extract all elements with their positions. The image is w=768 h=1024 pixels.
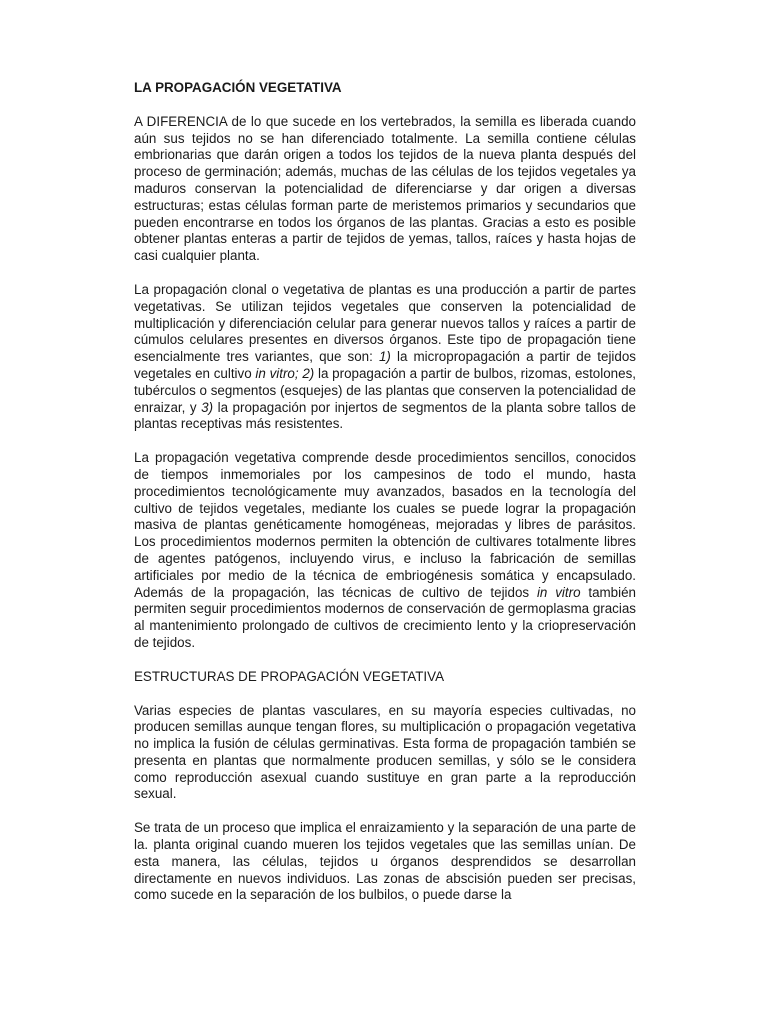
paragraph-vascular-species: Varias especies de plantas vasculares, en su mayoría especies cultivadas, no producen semillas aunque tengan flores, su multiplicación o propagación vegetativa no implica la fusión de células germinativas. Esta forma de propagación también se presenta en plantas que normalmente producen semillas, y sólo se le considera como reproducción asexual cuando sustituye en gran parte a la reproducción sexual. [134,702,636,802]
section-title: ESTRUCTURAS DE PROPAGACIÓN VEGETATIVA [134,668,445,684]
paragraph-text: la propagación a partir de bulbos, rizomas, estolones, tubérculos o segmentos (esquejes) de las plantas que conserven la potencialidad de enraizar, y [134,365,636,415]
emphasis-text: 3) [201,399,214,415]
paragraph-clonal-propagation [134,282,636,433]
paragraph-text: La propagación clonal o vegetativa de plantas es una producción a partir de partes vegetativas. Se utilizan tejidos vegetales que conserven la potencialidad de multiplicación y diferenciación celular para generar nuevos tallos y raíces a partir de cúmulos celulares presentes en diversos órganos. Este tipo de propagación tiene esencialmente tres variantes, que son: [134,281,636,365]
emphasis-text: in vitro [536,584,581,600]
emphasis-text: in vitro; 2) [255,365,315,381]
paragraph-text: la propagación por injertos de segmentos de la planta sobre tallos de plantas receptivas más resistentes. [134,399,636,432]
paragraph-text: también permiten seguir procedimientos modernos de conservación de germoplasma gracias al mantenimiento prolongado de cultivos de crecimiento lento y la criopreservación de tejidos. [134,584,636,650]
document-page [134,80,636,904]
paragraph-text: La propagación vegetativa comprende desde procedimientos sencillos, conocidos de tiempos inmemoriales por los campesinos de todo el mundo, hasta procedimientos tecnológicamente muy avanzados, basados en la tecnología del cultivo de tejidos vegetales, mediante los cuales se puede lograr la propagación masiva de plantas genéticamente homogéneas, mejoradas y libres de parásitos. Los procedimientos modernos permiten la obtención de cultivares totalmente libres de agentes patógenos, incluyendo virus, e incluso la fabricación de semillas artificiales por medio de la técnica de embriogénesis somática y encapsulado. Además de la propagación, las técnicas de cultivo de tejidos [134,450,636,600]
document-title: LA PROPAGACIÓN VEGETATIVA [134,80,342,95]
paragraph-rooting-process: Se trata de un proceso que implica el enraizamiento y la separación de una parte de la. planta original cuando mueren los tejidos vegetales que las semillas unían. De esta manera, las células, tejidos u órganos desprendidos se desarrollan directamente en nuevos individuos. Las zonas de abscisión pueden ser precisas, como sucede en la separación de los bulbilos, o puede darse la [134,820,636,903]
emphasis-text: 1) [378,349,391,365]
paragraph-procedures [134,450,636,652]
paragraph-text: la micropropagación a partir de tejidos vegetales en cultivo [134,349,636,381]
paragraph-intro: A DIFERENCIA de lo que sucede en los vertebrados, la semilla es liberada cuando aún sus tejidos no se han diferenciado totalmente. La semilla contiene células embrionarias que darán origen a todos los tejidos de la nueva planta después del proceso de germinación; además, muchas de las células de los tejidos vegetales ya maduros conservan la potencialidad de diferenciarse y dar origen a diversas estructuras; estas células forman parte de meristemos primarios y secundarios que pueden encontrarse en todos los órganos de las plantas. Gracias a esto es posible obtener plantas enteras a partir de tejidos de yemas, tallos, raíces y hasta hojas de casi cualquier planta. [134,113,636,264]
